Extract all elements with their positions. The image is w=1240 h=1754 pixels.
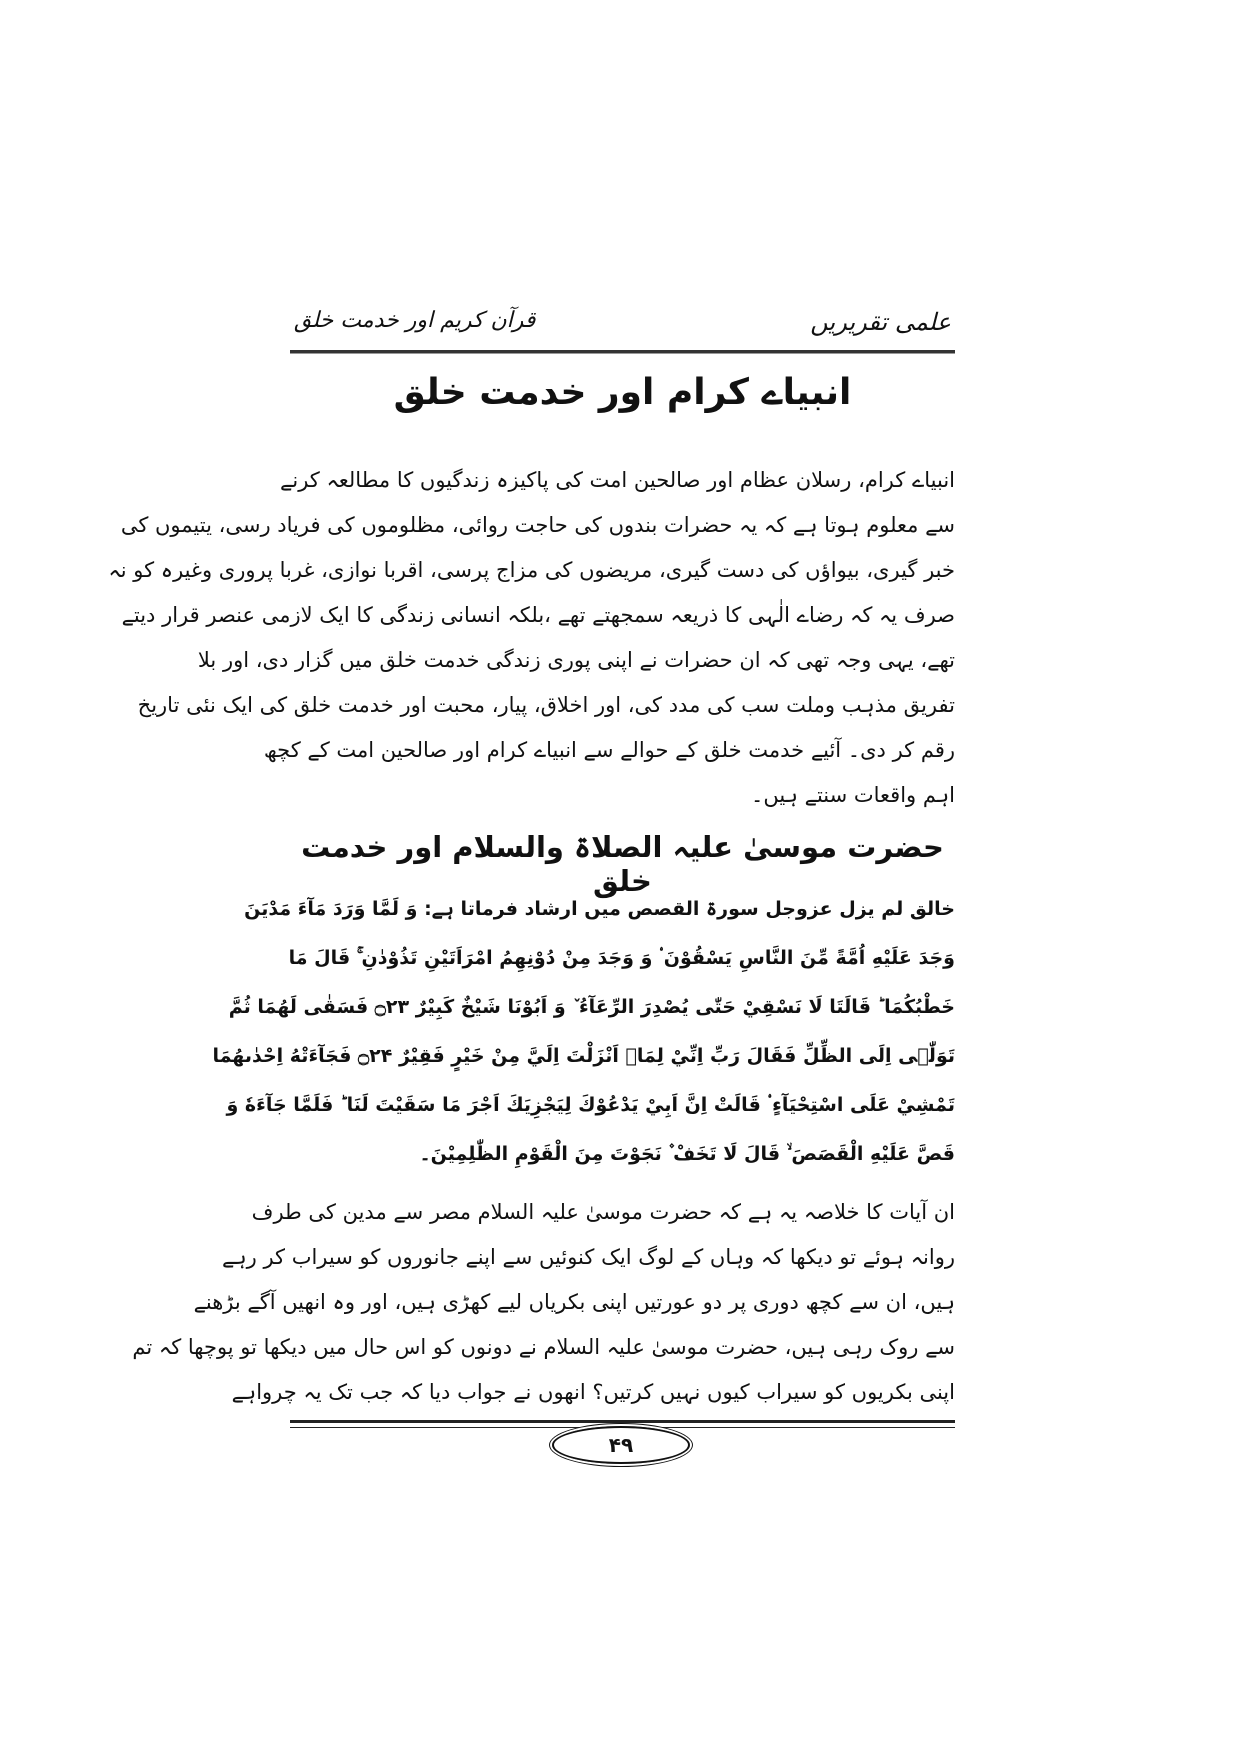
text-line: انبیاے کرام، رسلان عظام اور صالحین امت کی پاکیزہ زندگیوں کا مطالعہ کرنے <box>280 468 955 492</box>
text-line: صرف یہ کہ رضاے الٰہی کا ذریعہ سمجھتے تھے ،بلکہ انسانی زندگی کا ایک لازمی عنصر قرار دیتے <box>121 603 955 627</box>
text-line: تَوَلّٰۤى اِلَى الظِّلِّ فَقَالَ رَبِّ اِنِّيْ لِمَاۤ اَنْزَلْتَ اِلَيَّ مِنْ خَيْرٍ فَقِيْرٌ ۝۲۴ فَجَآءَتْهُ اِحْدٰىهُمَا <box>212 1045 955 1067</box>
text-line: ان آیات کا خلاصہ یہ ہے کہ حضرت موسیٰ علیہ السلام مصر سے مدین کی طرف <box>251 1200 955 1224</box>
text-line: روانہ ہوئے تو دیکھا کہ وہاں کے لوگ ایک کنوئیں سے اپنے جانوروں کو سیراب کر رہے <box>222 1245 955 1269</box>
text-line: تھے، یہی وجہ تھی کہ ان حضرات نے اپنی پوری زندگی خدمت خلق میں گزار دی، اور بلا <box>197 648 955 672</box>
text-line: سے معلوم ہوتا ہے کہ یہ حضرات بندوں کی حاجت روائی، مظلوموں کی فریاد رسی، یتیموں کی <box>120 513 955 537</box>
section-heading: حضرت موسیٰ علیہ الصلاۃ والسلام اور خدمت خلق <box>301 830 944 898</box>
text-line: رقم کر دی۔ آئیے خدمت خلق کے حوالے سے انبیاے کرام اور صالحین امت کے کچھ <box>263 738 955 762</box>
page-number: ۴۹ <box>552 1426 690 1464</box>
page-title: انبیاے کرام اور خدمت خلق <box>393 372 852 413</box>
text-line: خالق لم یزل عزوجل سورۃ القصص میں ارشاد فرماتا ہے: وَ لَمَّا وَرَدَ مَآءَ مَدْيَنَ <box>244 898 955 920</box>
text-line: اہم واقعات سنتے ہیں۔ <box>751 783 955 807</box>
quran-paragraph <box>212 885 955 1179</box>
header-rule <box>290 350 955 354</box>
text-line: خبر گیری، بیواؤں کی دست گیری، مریضوں کی مزاج پرسی، اقربا نوازی، غربا پروری وغیرہ کو نہ <box>108 558 955 582</box>
running-header <box>290 300 955 348</box>
text-line: وَجَدَ عَلَيْهِ اُمَّةً مِّنَ النَّاسِ يَسْقُوْنَ ۟ وَ وَجَدَ مِنْ دُوْنِهِمُ امْرَاَتَيْنِ تَذُوْدٰنِ ۚ قَالَ مَا <box>288 947 955 969</box>
text-line: تَمْشِيْ عَلَى اسْتِحْيَآءٍ ۟ قَالَتْ اِنَّ اَبِيْ يَدْعُوْكَ لِيَجْزِيَكَ اَجْرَ مَا سَقَيْتَ لَنَا ؕ فَلَمَّا جَآءَهٗ وَ <box>226 1094 955 1116</box>
text-line: قَصَّ عَلَيْهِ الْقَصَصَ ۙ قَالَ لَا تَخَفْ ۫ نَجَوْتَ مِنَ الْقَوْمِ الظّٰلِمِيْنَ۔ <box>419 1143 955 1165</box>
summary-paragraph <box>132 1190 955 1415</box>
text-line: اپنی بکریوں کو سیراب کیوں نہیں کرتیں؟ انھوں نے جواب دیا کہ جب تک یہ چرواہے <box>231 1380 955 1404</box>
text-line: سے روک رہی ہیں، حضرت موسیٰ علیہ السلام نے دونوں کو اس حال میں دیکھا تو پوچھا کہ تم <box>132 1335 955 1359</box>
book-title: علمی تقریریں <box>810 308 951 336</box>
text-line: ہیں، ان سے کچھ دوری پر دو عورتیں اپنی بکریاں لیے کھڑی ہیں، اور وہ انھیں آگے بڑھنے <box>193 1290 955 1314</box>
chapter-title: قرآن کریم اور خدمت خلق <box>294 308 536 333</box>
intro-paragraph <box>108 458 955 818</box>
text-line: خَطْبُكُمَا ؕ قَالَتَا لَا نَسْقِيْ حَتّٰى يُصْدِرَ الرِّعَآءُ ٚ وَ اَبُوْنَا شَيْخٌ كَبِيْرٌ ۝۲۳ فَسَقٰى لَهُمَا ثُمَّ <box>228 996 955 1018</box>
text-line: تفریق مذہب وملت سب کی مدد کی، اور اخلاق، پیار، محبت اور خدمت خلق کی ایک نئی تاریخ <box>137 693 955 717</box>
